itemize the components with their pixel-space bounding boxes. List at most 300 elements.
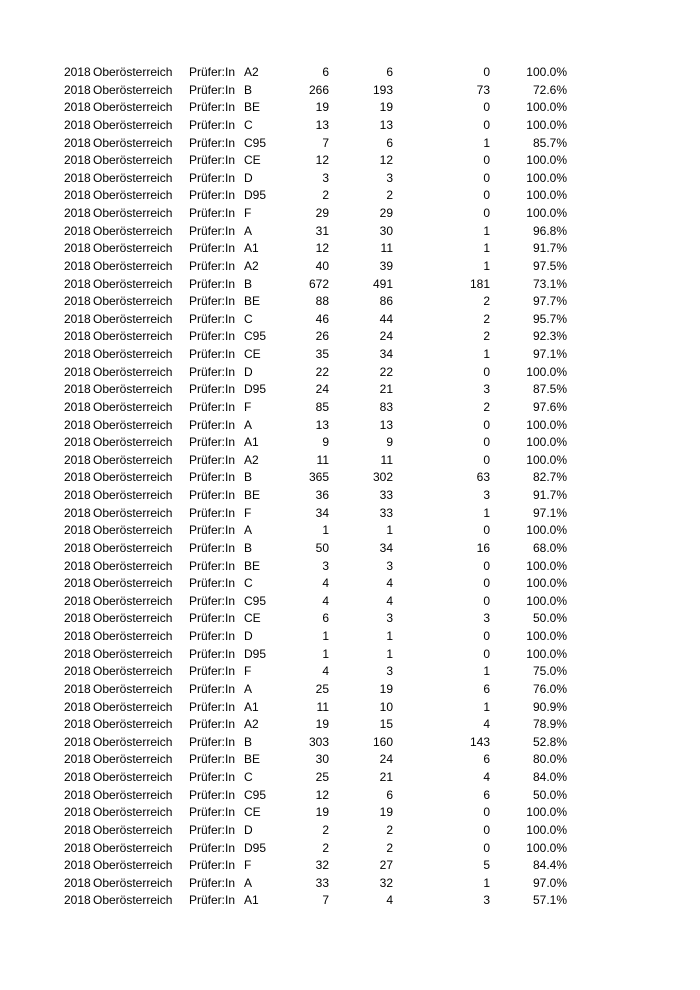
- license-class-cell: B: [244, 540, 253, 555]
- pass-rate-cell: 82.7%: [532, 470, 567, 485]
- total-count-cell: 40: [315, 258, 329, 273]
- total-count-cell: 1: [322, 646, 329, 661]
- pass-rate-cell: 100.0%: [526, 576, 567, 591]
- failed-count-cell: 1: [483, 347, 490, 361]
- total-count-cell: 13: [315, 117, 329, 132]
- license-class-cell: D95: [244, 646, 267, 661]
- region-cell: Oberösterreich: [93, 294, 173, 309]
- failed-count-cell: 0: [483, 523, 490, 538]
- table-row: [0, 223, 700, 241]
- total-count-cell: 7: [322, 135, 329, 150]
- license-class-cell: C95: [244, 787, 267, 802]
- role-cell: Prüfer:In: [189, 664, 236, 679]
- pass-rate-cell: 73.1%: [532, 276, 567, 291]
- role-cell: Prüfer:In: [189, 822, 236, 837]
- license-class-cell: BE: [244, 558, 261, 573]
- table-row: [0, 364, 700, 382]
- table-row: [0, 117, 700, 135]
- table-row: [0, 434, 700, 452]
- role-cell: Prüfer:In: [189, 153, 236, 168]
- role-cell: Prüfer:In: [189, 223, 236, 238]
- table-row: [0, 187, 700, 205]
- license-class-cell: B: [244, 734, 253, 749]
- pass-rate-cell: 100.0%: [526, 188, 567, 203]
- passed-count-cell: 6: [386, 787, 393, 802]
- role-cell: Prüfer:In: [189, 717, 236, 732]
- total-count-cell: 3: [322, 558, 329, 573]
- license-class-cell: BE: [244, 294, 261, 309]
- license-class-cell: B: [244, 470, 253, 485]
- passed-count-cell: 27: [379, 858, 393, 873]
- table-row: [0, 822, 700, 840]
- role-cell: Prüfer:In: [189, 893, 236, 908]
- failed-count-cell: 3: [483, 893, 490, 908]
- passed-count-cell: 83: [379, 399, 393, 414]
- passed-count-cell: 4: [386, 576, 393, 591]
- region-cell: Oberösterreich: [93, 611, 173, 626]
- region-cell: Oberösterreich: [93, 364, 173, 379]
- total-count-cell: 2: [322, 840, 329, 855]
- region-cell: Oberösterreich: [93, 241, 173, 256]
- passed-count-cell: 39: [379, 258, 393, 273]
- pass-rate-cell: 100.0%: [526, 153, 567, 168]
- license-class-cell: BE: [244, 752, 261, 767]
- table-row: [0, 540, 700, 558]
- year-cell: 2018: [64, 893, 91, 908]
- region-cell: Oberösterreich: [93, 311, 173, 326]
- role-cell: Prüfer:In: [189, 241, 236, 256]
- year-cell: 2018: [64, 717, 91, 732]
- region-cell: Oberösterreich: [93, 717, 173, 732]
- license-class-cell: D: [244, 364, 253, 379]
- region-cell: Oberösterreich: [93, 488, 173, 502]
- failed-count-cell: 1: [483, 258, 490, 273]
- passed-count-cell: 1: [386, 523, 393, 538]
- license-class-cell: F: [244, 858, 252, 873]
- passed-count-cell: 24: [379, 752, 393, 767]
- total-count-cell: 29: [315, 206, 329, 220]
- failed-count-cell: 0: [483, 170, 490, 185]
- pass-rate-cell: 100.0%: [526, 206, 567, 220]
- region-cell: Oberösterreich: [93, 470, 173, 485]
- pass-rate-cell: 100.0%: [526, 417, 567, 432]
- passed-count-cell: 44: [379, 311, 393, 326]
- pass-rate-cell: 100.0%: [526, 822, 567, 837]
- region-cell: Oberösterreich: [93, 875, 173, 890]
- year-cell: 2018: [64, 329, 91, 344]
- year-cell: 2018: [64, 241, 91, 256]
- license-class-cell: C: [244, 117, 253, 132]
- region-cell: Oberösterreich: [93, 505, 173, 520]
- failed-count-cell: 0: [483, 206, 490, 220]
- license-class-cell: D: [244, 170, 253, 185]
- passed-count-cell: 34: [379, 540, 393, 555]
- total-count-cell: 22: [315, 364, 329, 379]
- data-table: [0, 64, 700, 910]
- pass-rate-cell: 97.5%: [532, 258, 567, 273]
- table-row: [0, 787, 700, 805]
- role-cell: Prüfer:In: [189, 170, 236, 185]
- license-class-cell: CE: [244, 153, 261, 168]
- year-cell: 2018: [64, 347, 91, 361]
- license-class-cell: A: [244, 681, 253, 696]
- pass-rate-cell: 87.5%: [532, 382, 567, 397]
- total-count-cell: 85: [315, 399, 329, 414]
- role-cell: Prüfer:In: [189, 65, 236, 79]
- year-cell: 2018: [64, 399, 91, 414]
- table-row: [0, 575, 700, 593]
- passed-count-cell: 10: [379, 699, 393, 714]
- year-cell: 2018: [64, 540, 91, 555]
- role-cell: Prüfer:In: [189, 681, 236, 696]
- role-cell: Prüfer:In: [189, 646, 236, 661]
- table-row: [0, 64, 700, 82]
- role-cell: Prüfer:In: [189, 611, 236, 626]
- table-row: [0, 469, 700, 487]
- table-row: [0, 699, 700, 717]
- passed-count-cell: 30: [379, 223, 393, 238]
- role-cell: Prüfer:In: [189, 840, 236, 855]
- passed-count-cell: 33: [379, 505, 393, 520]
- failed-count-cell: 0: [483, 117, 490, 132]
- region-cell: Oberösterreich: [93, 223, 173, 238]
- year-cell: 2018: [64, 170, 91, 185]
- passed-count-cell: 32: [379, 875, 393, 890]
- table-row: [0, 734, 700, 752]
- total-count-cell: 19: [315, 717, 329, 732]
- role-cell: Prüfer:In: [189, 347, 236, 361]
- year-cell: 2018: [64, 452, 91, 467]
- license-class-cell: D95: [244, 188, 267, 203]
- passed-count-cell: 491: [372, 276, 393, 291]
- license-class-cell: F: [244, 399, 252, 414]
- failed-count-cell: 1: [483, 699, 490, 714]
- failed-count-cell: 1: [483, 505, 490, 520]
- license-class-cell: B: [244, 276, 253, 291]
- pass-rate-cell: 97.0%: [532, 875, 567, 890]
- total-count-cell: 4: [322, 664, 329, 679]
- license-class-cell: D: [244, 822, 253, 837]
- pass-rate-cell: 78.9%: [532, 717, 567, 732]
- year-cell: 2018: [64, 382, 91, 397]
- region-cell: Oberösterreich: [93, 347, 173, 361]
- pass-rate-cell: 97.6%: [532, 399, 567, 414]
- failed-count-cell: 4: [483, 770, 490, 784]
- table-row: [0, 293, 700, 311]
- table-row: [0, 892, 700, 910]
- total-count-cell: 7: [322, 893, 329, 908]
- license-class-cell: F: [244, 505, 252, 520]
- role-cell: Prüfer:In: [189, 858, 236, 873]
- region-cell: Oberösterreich: [93, 276, 173, 291]
- role-cell: Prüfer:In: [189, 558, 236, 573]
- table-row: [0, 381, 700, 399]
- total-count-cell: 2: [322, 188, 329, 203]
- role-cell: Prüfer:In: [189, 417, 236, 432]
- region-cell: Oberösterreich: [93, 382, 173, 397]
- failed-count-cell: 4: [483, 717, 490, 732]
- table-row: [0, 205, 700, 223]
- total-count-cell: 11: [316, 699, 329, 714]
- failed-count-cell: 0: [483, 417, 490, 432]
- region-cell: Oberösterreich: [93, 770, 173, 784]
- pass-rate-cell: 100.0%: [526, 170, 567, 185]
- role-cell: Prüfer:In: [189, 734, 236, 749]
- failed-count-cell: 0: [483, 100, 490, 115]
- table-row: [0, 751, 700, 769]
- year-cell: 2018: [64, 646, 91, 661]
- failed-count-cell: 0: [483, 593, 490, 608]
- passed-count-cell: 4: [386, 893, 393, 908]
- total-count-cell: 35: [315, 347, 329, 361]
- failed-count-cell: 0: [483, 646, 490, 661]
- role-cell: Prüfer:In: [189, 100, 236, 115]
- failed-count-cell: 0: [483, 452, 490, 467]
- license-class-cell: C: [244, 311, 253, 326]
- table-row: [0, 593, 700, 611]
- license-class-cell: D: [244, 629, 253, 643]
- region-cell: Oberösterreich: [93, 681, 173, 696]
- year-cell: 2018: [64, 117, 91, 132]
- year-cell: 2018: [64, 629, 91, 643]
- failed-count-cell: 181: [469, 276, 490, 291]
- table-row: [0, 170, 700, 188]
- license-class-cell: A: [244, 417, 253, 432]
- failed-count-cell: 0: [483, 435, 490, 450]
- total-count-cell: 34: [315, 505, 329, 520]
- total-count-cell: 1: [322, 629, 329, 643]
- failed-count-cell: 0: [483, 822, 490, 837]
- failed-count-cell: 0: [483, 153, 490, 168]
- pass-rate-cell: 80.0%: [532, 752, 567, 767]
- pass-rate-cell: 84.4%: [532, 858, 567, 873]
- failed-count-cell: 3: [483, 382, 490, 397]
- license-class-cell: A: [244, 223, 253, 238]
- pass-rate-cell: 85.7%: [532, 135, 567, 150]
- table-row: [0, 646, 700, 664]
- table-row: [0, 82, 700, 100]
- passed-count-cell: 19: [379, 681, 393, 696]
- pass-rate-cell: 96.8%: [532, 223, 567, 238]
- role-cell: Prüfer:In: [189, 523, 236, 538]
- failed-count-cell: 6: [483, 681, 490, 696]
- failed-count-cell: 0: [483, 840, 490, 855]
- license-class-cell: D95: [244, 382, 267, 397]
- year-cell: 2018: [64, 611, 91, 626]
- role-cell: Prüfer:In: [189, 699, 236, 714]
- failed-count-cell: 1: [483, 241, 490, 256]
- total-count-cell: 26: [315, 329, 329, 344]
- total-count-cell: 9: [322, 435, 329, 450]
- passed-count-cell: 13: [379, 117, 393, 132]
- year-cell: 2018: [64, 488, 91, 502]
- table-row: [0, 240, 700, 258]
- region-cell: Oberösterreich: [93, 699, 173, 714]
- year-cell: 2018: [64, 734, 91, 749]
- license-class-cell: B: [244, 82, 253, 97]
- role-cell: Prüfer:In: [189, 399, 236, 414]
- region-cell: Oberösterreich: [93, 787, 173, 802]
- license-class-cell: CE: [244, 347, 261, 361]
- pass-rate-cell: 91.7%: [532, 241, 567, 256]
- passed-count-cell: 4: [386, 593, 393, 608]
- year-cell: 2018: [64, 311, 91, 326]
- passed-count-cell: 9: [386, 435, 393, 450]
- license-class-cell: A2: [244, 258, 259, 273]
- passed-count-cell: 160: [372, 734, 393, 749]
- failed-count-cell: 3: [483, 488, 490, 502]
- pass-rate-cell: 68.0%: [532, 540, 567, 555]
- failed-count-cell: 143: [469, 734, 490, 749]
- total-count-cell: 3: [322, 170, 329, 185]
- failed-count-cell: 1: [483, 135, 490, 150]
- role-cell: Prüfer:In: [189, 470, 236, 485]
- year-cell: 2018: [64, 188, 91, 203]
- failed-count-cell: 0: [483, 65, 490, 79]
- role-cell: Prüfer:In: [189, 787, 236, 802]
- total-count-cell: 19: [315, 805, 329, 820]
- year-cell: 2018: [64, 417, 91, 432]
- failed-count-cell: 6: [483, 787, 490, 802]
- role-cell: Prüfer:In: [189, 258, 236, 273]
- license-class-cell: A: [244, 523, 253, 538]
- year-cell: 2018: [64, 223, 91, 238]
- total-count-cell: 24: [315, 382, 329, 397]
- table-row: [0, 522, 700, 540]
- passed-count-cell: 1: [386, 629, 393, 643]
- pass-rate-cell: 92.3%: [532, 329, 567, 344]
- table-row: [0, 875, 700, 893]
- pass-rate-cell: 97.1%: [532, 505, 567, 520]
- total-count-cell: 46: [315, 311, 329, 326]
- table-row: [0, 99, 700, 117]
- pass-rate-cell: 52.8%: [532, 734, 567, 749]
- region-cell: Oberösterreich: [93, 540, 173, 555]
- pass-rate-cell: 100.0%: [526, 65, 567, 79]
- passed-count-cell: 302: [372, 470, 393, 485]
- region-cell: Oberösterreich: [93, 664, 173, 679]
- passed-count-cell: 24: [379, 329, 393, 344]
- table-row: [0, 152, 700, 170]
- total-count-cell: 30: [315, 752, 329, 767]
- year-cell: 2018: [64, 681, 91, 696]
- year-cell: 2018: [64, 82, 91, 97]
- region-cell: Oberösterreich: [93, 646, 173, 661]
- pass-rate-cell: 72.6%: [532, 82, 567, 97]
- total-count-cell: 12: [315, 787, 329, 802]
- role-cell: Prüfer:In: [189, 82, 236, 97]
- failed-count-cell: 0: [483, 558, 490, 573]
- total-count-cell: 31: [315, 223, 329, 238]
- role-cell: Prüfer:In: [189, 488, 236, 502]
- total-count-cell: 25: [315, 681, 329, 696]
- passed-count-cell: 3: [386, 170, 393, 185]
- license-class-cell: A1: [244, 241, 259, 256]
- total-count-cell: 12: [315, 153, 329, 168]
- failed-count-cell: 16: [476, 540, 490, 555]
- year-cell: 2018: [64, 435, 91, 450]
- region-cell: Oberösterreich: [93, 435, 173, 450]
- passed-count-cell: 2: [386, 822, 393, 837]
- region-cell: Oberösterreich: [93, 629, 173, 643]
- pass-rate-cell: 100.0%: [526, 523, 567, 538]
- role-cell: Prüfer:In: [189, 188, 236, 203]
- role-cell: Prüfer:In: [189, 435, 236, 450]
- table-row: [0, 399, 700, 417]
- total-count-cell: 672: [308, 276, 329, 291]
- role-cell: Prüfer:In: [189, 875, 236, 890]
- year-cell: 2018: [64, 664, 91, 679]
- pass-rate-cell: 100.0%: [526, 452, 567, 467]
- total-count-cell: 266: [308, 82, 329, 97]
- region-cell: Oberösterreich: [93, 752, 173, 767]
- passed-count-cell: 1: [386, 646, 393, 661]
- region-cell: Oberösterreich: [93, 188, 173, 203]
- region-cell: Oberösterreich: [93, 523, 173, 538]
- region-cell: Oberösterreich: [93, 452, 173, 467]
- passed-count-cell: 21: [379, 770, 393, 784]
- year-cell: 2018: [64, 875, 91, 890]
- failed-count-cell: 1: [483, 223, 490, 238]
- region-cell: Oberösterreich: [93, 399, 173, 414]
- license-class-cell: F: [244, 206, 252, 220]
- table-row: [0, 716, 700, 734]
- pass-rate-cell: 84.0%: [532, 770, 567, 784]
- role-cell: Prüfer:In: [189, 135, 236, 150]
- table-row: [0, 487, 700, 505]
- license-class-cell: C: [244, 576, 253, 591]
- passed-count-cell: 86: [379, 294, 393, 309]
- table-row: [0, 346, 700, 364]
- table-row: [0, 804, 700, 822]
- pass-rate-cell: 100.0%: [526, 629, 567, 643]
- year-cell: 2018: [64, 100, 91, 115]
- year-cell: 2018: [64, 822, 91, 837]
- passed-count-cell: 6: [386, 135, 393, 150]
- year-cell: 2018: [64, 364, 91, 379]
- failed-count-cell: 2: [483, 329, 490, 344]
- role-cell: Prüfer:In: [189, 505, 236, 520]
- passed-count-cell: 2: [386, 840, 393, 855]
- pass-rate-cell: 100.0%: [526, 805, 567, 820]
- year-cell: 2018: [64, 523, 91, 538]
- role-cell: Prüfer:In: [189, 382, 236, 397]
- role-cell: Prüfer:In: [189, 593, 236, 608]
- role-cell: Prüfer:In: [189, 629, 236, 643]
- passed-count-cell: 13: [379, 417, 393, 432]
- license-class-cell: A2: [244, 65, 259, 79]
- pass-rate-cell: 100.0%: [526, 840, 567, 855]
- role-cell: Prüfer:In: [189, 752, 236, 767]
- year-cell: 2018: [64, 135, 91, 150]
- role-cell: Prüfer:In: [189, 294, 236, 309]
- license-class-cell: A: [244, 875, 253, 890]
- failed-count-cell: 63: [476, 470, 490, 485]
- region-cell: Oberösterreich: [93, 329, 173, 344]
- passed-count-cell: 19: [379, 100, 393, 115]
- total-count-cell: 6: [322, 611, 329, 626]
- failed-count-cell: 1: [483, 664, 490, 679]
- year-cell: 2018: [64, 770, 91, 784]
- table-row: [0, 505, 700, 523]
- role-cell: Prüfer:In: [189, 364, 236, 379]
- passed-count-cell: 21: [379, 382, 393, 397]
- pass-rate-cell: 76.0%: [532, 681, 567, 696]
- passed-count-cell: 11: [380, 241, 393, 256]
- passed-count-cell: 11: [380, 452, 393, 467]
- pass-rate-cell: 95.7%: [532, 311, 567, 326]
- region-cell: Oberösterreich: [93, 100, 173, 115]
